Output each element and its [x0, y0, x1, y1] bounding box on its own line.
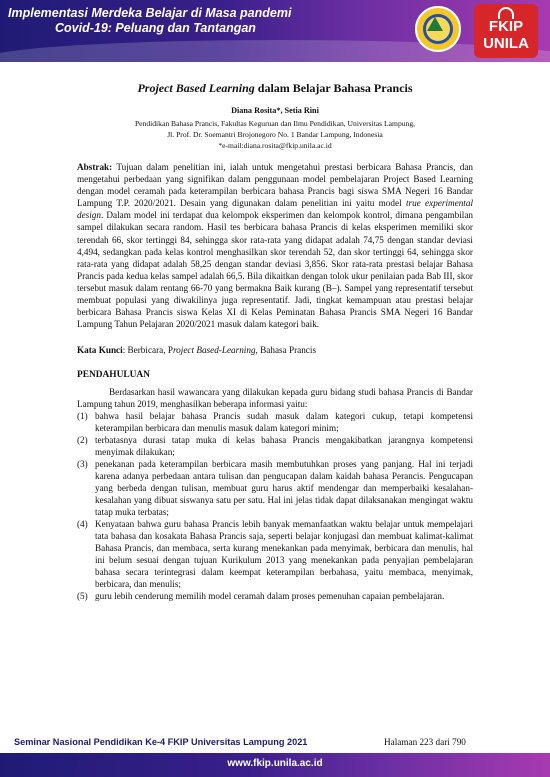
footer-banner [0, 753, 550, 777]
paper-title-italic: Project Based Learning [137, 81, 255, 95]
paper-authors: Diana Rosita*, Setia Rini [231, 106, 319, 115]
banner-title-line1: Implementasi Merdeka Belajar di Masa pandemi [8, 6, 292, 20]
section-heading: PENDAHULUAN [77, 370, 150, 381]
keywords [77, 344, 473, 356]
list-item-number: (4) [77, 519, 88, 530]
keywords-text-1: : Berbicara, P [122, 345, 173, 356]
list-item-text: bahwa hasil belajar bahasa Prancis sudah masuk dalam kategori cukup, tetapi kompetensi keterampilan berbicara dan menulis masuk dalam kategori minim; [95, 411, 473, 434]
keywords-label: Kata Kunci [77, 345, 123, 356]
list-item [77, 458, 473, 518]
list-item-number: (3) [77, 459, 88, 470]
banner-title-line2: Covid-19: Peluang dan Tantangan [55, 21, 256, 35]
list-item-text: Kenyataan bahwa guru bahasa Prancis lebih banyak memanfaatkan waktu belajar untuk mempelajari tata bahasa dan kosakata Bahasa Prancis saja, seperti belajar konjugasi dan membuat kalimat-kalimat Bahasa Prancis, dan membaca, serta kurang menekankan pada menyimak, berbicara dan menulis, hal ini belum sesuai dengan tujuan Kurikulum 2013 yang menekankan pada penyajian pembelajaran bahasa secara terintegrasi dalam keempat keterampilan berbahasa, yaitu membaca, menyimak, berbicara, dan menulis; [95, 519, 473, 590]
list-item-number: (1) [77, 411, 88, 422]
paper-content [77, 75, 473, 602]
paper-title [77, 81, 473, 97]
keywords-text-italic: roject Based-Learning [172, 345, 256, 356]
list-item-text: terbatasnya durasi tatap muka di kelas bahasa Prancis mengakibatkan jarangnya kompetensi menyimak dilakukan; [95, 435, 473, 458]
abstract-text-1: Tujuan dalam penelitian ini, ialah untuk mengetahui prestasi berbicara Bahasa Prancis, dan mengetahui perbedaan yang signifikan dalam penggunaan model pembelajaran Project Based Learning dengan model ceramah pada keterampilan berbicara bahasa Prancis bagi siswa SMA Negeri 16 Bandar Lampung T.P. 2020/2021. Desain yang digunakan dalam penelitian ini yaitu model [77, 162, 473, 209]
banner-swoosh [0, 40, 550, 62]
unila-logo-text: UNILA [483, 35, 529, 52]
list-item-text: guru lebih cenderung memilih model ceramah dalam proses pemenuhan capaian pembelajaran. [95, 591, 445, 602]
fkip-unila-logo [474, 4, 538, 58]
list-item [77, 590, 473, 602]
findings-list [77, 410, 473, 602]
list-item [77, 434, 473, 458]
abstract-label: Abstrak: [77, 162, 113, 172]
abstract [77, 161, 473, 330]
footer-url[interactable]: www.fkip.unila.ac.id [227, 758, 323, 769]
fkip-logo-text: FKIP [488, 18, 524, 35]
abstract-text-italic: true experimental design [77, 198, 473, 221]
paper-affiliation [77, 118, 473, 151]
abstract-text-2: . Dalam model ini terdapat dua kelompok eksperimen dan kelompok kontrol, dimana pengambilan sampel dilakukan secara random. Hasil tes berbicara bahasa Prancis di kelas eksperimen memiliki skor terendah 66, skor tertinggi 84, sehingga skor rata-rata yang didapat adalah 74,75 dengan standar deviasi 4,494, sedangkan pada kelas kontrol menghasilkan skor terendah 52, dan skor tertinggi 64, sehingga skor rata-rata yang didapat adalah 58,25 dengan standar deviasi 3,856. Skor rata-rata prestasi belajar Bahasa Prancis pada kedua kelas sampel adalah 66,5. Bila dikaitkan dengan tolok ukur penilaian pada Bab III, skor tersebut masuk dalam rentang 66-70 yang bermakna Baik kurang (B–). Sampel yang representatif tersebut membuat populasi yang diwakilinya juga representatif. Jadi, tingkat kemampuan atau prestasi belajar berbicara Bahasa Prancis siswa Kelas XI di Kelas Peminatan Bahasa Prancis SMA Negeri 16 Bandar Lampung Tahun Pelajaran 2020/2021 masuk dalam kategori baik. [77, 210, 473, 330]
list-item [77, 518, 473, 590]
affiliation-line-1: Pendidikan Bahasa Prancis, Fakultas Keguruan dan Ilmu Pendidikan, Universitas Lampung, [134, 119, 416, 128]
unila-logo [415, 6, 461, 52]
header-banner [0, 0, 550, 62]
list-item-text: penekanan pada keterampilan berbicara masih membutuhkan proses yang panjang. Hal ini terjadi karena adanya perbedaan antara tulisan dan pengucapan dalam kaidah bahasa Perancis. Pengucapan yang berbeda dengan tulisan, membuat guru harus aktif mendengar dan memperbaiki kesalahan-kesalahan yang dibuat siswanya satu per satu. Hal ini jelas tidak dapat dilaksanakan mengingat waktu tatap muka terbatas; [95, 459, 473, 518]
list-item [77, 410, 473, 434]
intro-paragraph: Berdasarkan hasil wawancara yang dilakukan kepada guru bidang studi bahasa Prancis di Bandar Lampung tahun 2019, menghasilkan beberapa informasi yaitu: [77, 387, 473, 410]
footer-seminar-name: Seminar Nasional Pendidikan Ke-4 FKIP Universitas Lampung 2021 [14, 737, 308, 747]
list-item-number: (5) [77, 591, 88, 602]
paper-title-rest: dalam Belajar Bahasa Prancis [254, 81, 413, 95]
footer-page-number: Halaman 223 dari 790 [384, 737, 466, 747]
author-email: *e-mail:diana.rosita@fkip.unila.ac.id [218, 141, 332, 150]
list-item-number: (2) [77, 435, 88, 446]
keywords-text-2: , Bahasa Prancis [255, 345, 317, 356]
affiliation-line-2: Jl. Prof. Dr. Soemantri Brojonegoro No. 1 Bandar Lampung, Indonesia [167, 130, 383, 139]
